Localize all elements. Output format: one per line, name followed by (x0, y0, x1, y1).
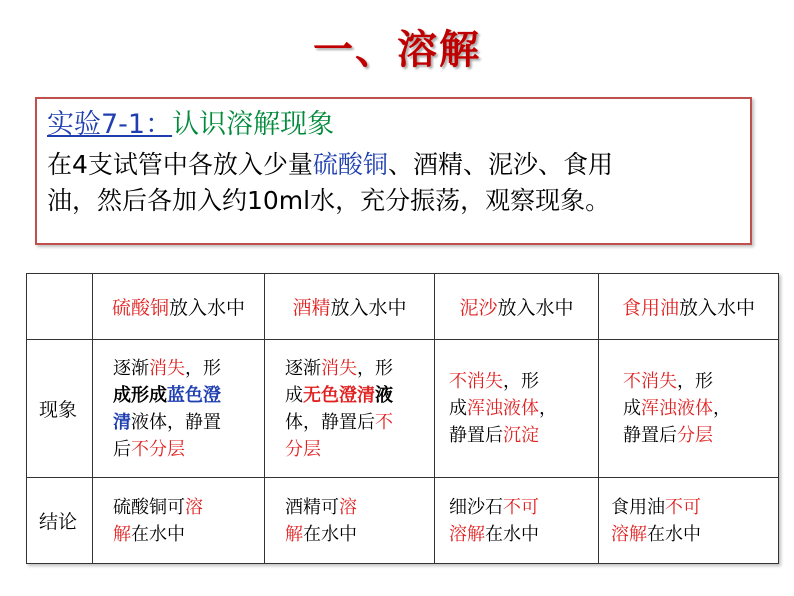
cell-text-highlight: 不 (375, 411, 393, 433)
cell-text: 成 (285, 384, 303, 406)
cell-text-highlight: 溶 (185, 496, 203, 518)
header-text: 放入水中 (679, 297, 756, 319)
experiment-label: 实验7-1： (47, 109, 173, 140)
header-text: 放入水中 (330, 297, 407, 319)
header-sand (435, 274, 599, 340)
cell-text-highlight: 浑浊液体 (467, 398, 539, 419)
cell-text: ，形 (357, 357, 393, 379)
row-label-phenomenon: 现象 (27, 340, 93, 478)
header-text: 放入水中 (169, 297, 246, 319)
header-alcohol (265, 274, 435, 340)
header-substance: 酒精 (292, 297, 331, 319)
desc-text: 、酒精、泥沙、食用 (387, 150, 613, 179)
cell-text: 在水中 (131, 523, 185, 545)
cell-text: 逐渐 (113, 357, 149, 379)
phenomenon-alcohol (265, 340, 435, 478)
cell-text: 硫酸铜可 (113, 496, 185, 518)
table-header-row (27, 274, 779, 340)
cell-text: ，形 (677, 371, 713, 392)
conclusion-alcohol (265, 478, 435, 564)
conclusion-copper-sulfate (93, 478, 265, 564)
cell-text: 液 (375, 384, 393, 406)
cell-text-highlight: 不可 (665, 496, 701, 518)
header-substance: 硫酸铜 (111, 297, 169, 319)
cell-text: 体，静置后 (285, 411, 375, 433)
cell-text: 逐渐 (285, 357, 321, 379)
cell-text-highlight: 无色澄清 (303, 384, 375, 406)
cell-text-highlight: 清 (113, 411, 131, 433)
cell-text: 酒精可 (285, 496, 339, 518)
cell-text: ，形 (503, 371, 539, 392)
cell-text: 在水中 (647, 523, 701, 545)
description-line-1 (47, 147, 740, 183)
cell-text-highlight: 溶解 (449, 523, 485, 545)
conclusion-sand (435, 478, 599, 564)
cell-text-highlight: 溶解 (611, 523, 647, 545)
experiment-heading (47, 105, 740, 145)
cell-text-highlight: 不消失 (449, 371, 503, 392)
header-substance: 泥沙 (459, 297, 498, 319)
cell-text-highlight: 浑浊液体 (641, 398, 713, 419)
desc-highlight-copper-sulfate: 硫酸铜 (312, 150, 388, 179)
cell-text: 液体，静置 (131, 411, 221, 433)
table-row-phenomenon (27, 340, 779, 478)
cell-text: ， (539, 398, 557, 419)
cell-text-highlight: 不可 (503, 496, 539, 518)
cell-text: 食用油 (611, 496, 665, 518)
cell-text: 成 (623, 398, 641, 419)
table-row-conclusion (27, 478, 779, 564)
cell-text-highlight: 解 (113, 523, 131, 545)
header-text: 放入水中 (497, 297, 574, 319)
cell-text: 在水中 (303, 523, 357, 545)
phenomenon-sand (435, 340, 599, 478)
cell-text-highlight: 沉淀 (503, 425, 539, 446)
cell-text: 成 (449, 398, 467, 419)
header-substance: 食用油 (621, 297, 679, 319)
cell-text: 成形成 (113, 384, 167, 406)
phenomenon-copper-sulfate (93, 340, 265, 478)
phenomenon-cooking-oil (599, 340, 779, 478)
cell-text: 细沙石 (449, 496, 503, 518)
cell-text: 在水中 (485, 523, 539, 545)
page-title: 一、溶解 (313, 27, 481, 73)
desc-text: 在4支试管中各放入少量 (47, 150, 313, 179)
header-copper-sulfate (93, 274, 265, 340)
cell-text-highlight: 不消失 (623, 371, 677, 392)
experiment-name: 认识溶解现象 (172, 109, 335, 140)
cell-text-highlight: 分层 (677, 425, 713, 446)
experiment-box (35, 97, 752, 245)
row-label-conclusion: 结论 (27, 478, 93, 564)
description-line-2: 油，然后各加入约10ml水，充分振荡，观察现象。 (47, 186, 611, 215)
cell-text: 后 (113, 438, 131, 460)
cell-text-highlight: 不分层 (131, 438, 185, 460)
cell-text-highlight: 消失 (321, 357, 357, 379)
cell-text: 静置后 (623, 425, 677, 446)
cell-text-highlight: 分层 (285, 438, 321, 460)
observation-table (26, 273, 779, 564)
cell-text: ，形 (185, 357, 221, 379)
cell-text-highlight: 蓝色澄 (167, 384, 221, 406)
cell-text-highlight: 消失 (149, 357, 185, 379)
experiment-description (47, 147, 740, 219)
header-cooking-oil (599, 274, 779, 340)
header-blank-cell (27, 274, 93, 340)
cell-text-highlight: 解 (285, 523, 303, 545)
cell-text: ， (713, 398, 731, 419)
conclusion-cooking-oil (599, 478, 779, 564)
cell-text-highlight: 溶 (339, 496, 357, 518)
cell-text: 静置后 (449, 425, 503, 446)
